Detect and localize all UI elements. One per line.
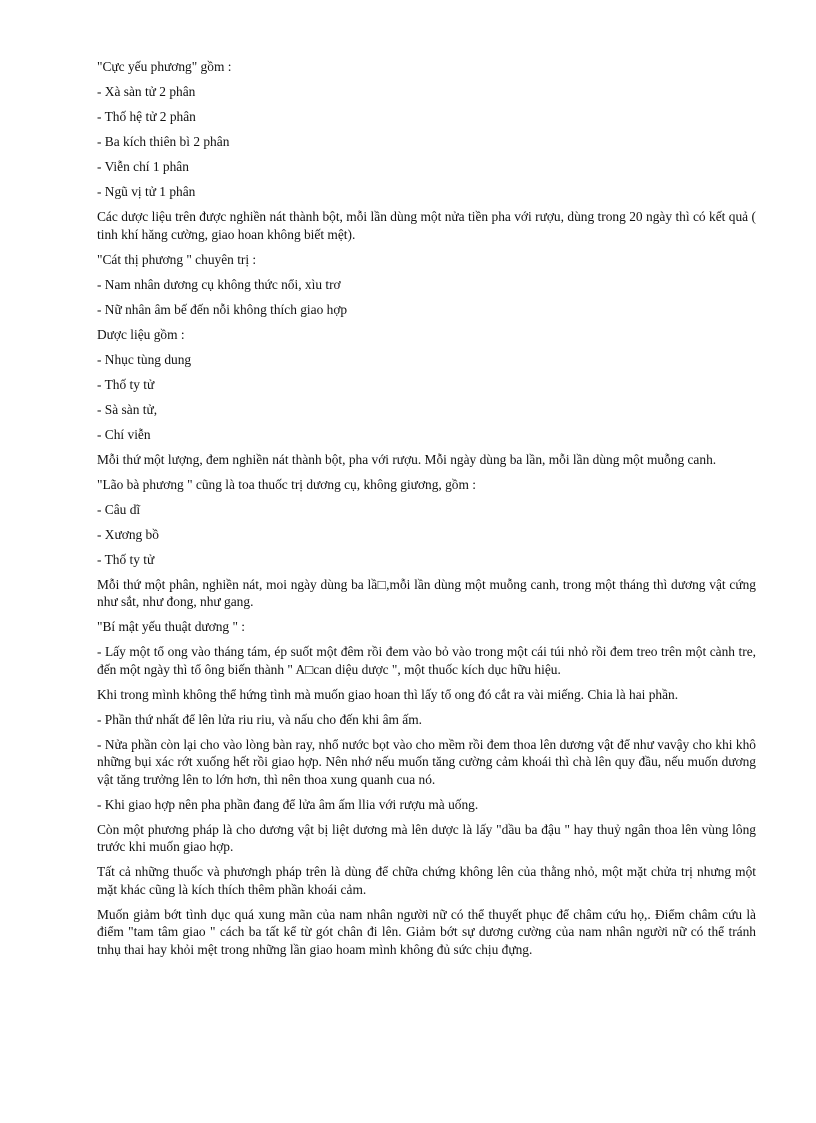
ingredient-line: - Thố hệ tử 2 phân (97, 109, 196, 124)
recipe-title-lao-ba: "Lão bà phương " cũng là toa thuốc trị dương cụ, không giương, gồm : (97, 476, 476, 492)
paragraph: Còn một phương pháp là cho dương vật bị liệt dương mà lên dược là lấy "dầu ba đậu " hay thuỷ ngân thoa lên vùng lông trước khi muốn giao hợp. (97, 821, 756, 854)
paragraph: Các dược liệu trên được nghiền nát thành bột, mỗi lần dùng một nửa tiền pha với rượu, dùng trong 20 ngày thì có kết quả ( tinh khí hăng cường, giao hoan không biết mệt). (97, 209, 756, 242)
ingredients-heading: Dược liệu gồm : (97, 326, 185, 342)
paragraph: - Khi giao hợp nên pha phần đang để lửa âm ấm llia với rượu mà uống. (97, 796, 479, 812)
ingredient-line: - Xương bồ (97, 526, 159, 542)
indication-line: - Nam nhân dương cụ không thức nổi, xìu trơ (97, 276, 341, 292)
ingredient-line: - Thố ty tử (97, 551, 155, 567)
paragraph: - Lấy một tổ ong vào tháng tám, ép suốt một đêm rồi đem vào bỏ vào trong một cái túi nhỏ rồi đem treo trên một cành tre, đến một ngày thì tổ ông biến thành " A□can diệu dược ", một thuốc kích dục hữu hiệu. (97, 644, 756, 677)
ingredient-line: - Sà sàn tử, (97, 401, 158, 417)
paragraph: Mỗi thứ một phân, nghiền nát, moi ngày dùng ba lầ□,mỗi lần dùng một muỗng canh, trong một tháng thì dương vật cứng như sắt, như đong, như gang. (97, 576, 756, 609)
ingredient-line: - Ngũ vị tử 1 phân (97, 184, 196, 199)
paragraph: Khi trong mình không thể hứng tình mà muốn giao hoan thì lấy tổ ong đó cắt ra vài miếng. Chia là hai phần. (97, 686, 679, 702)
paragraph: - Phần thứ nhất để lên lửa riu riu, và nấu cho đến khi âm ấm. (97, 711, 423, 727)
ingredient-line: - Nhục tùng dung (97, 351, 192, 367)
paragraph: Tất cả những thuốc và phươngh pháp trên là dùng để chữa chứng không lên của thằng nhỏ, một mặt chửa trị nhưng một mặt khác cũng là kích thích thêm phần khoái cảm. (97, 864, 756, 897)
ingredient-line: - Viễn chí 1 phân (97, 159, 189, 174)
recipe-title-bi-mat: "Bí mật yếu thuật dương " : (97, 619, 246, 634)
ingredient-line: - Chí viễn (97, 426, 151, 442)
ingredient-line: - Câu dĩ (97, 501, 141, 517)
paragraph: - Nửa phần còn lại cho vào lòng bàn ray, nhổ nước bọt vào cho mềm rồi đem thoa lên dương vật để như vavậy cho khi khô những bụi xác rớt xuống hết rồi giao hợp. Nên nhớ nếu muốn tăng cường cảm khoái thì chà lên quy đầu, nếu muốn dương vật tăng trưởng lên to lớn hơn, thì nên thoa xung quanh cua nó. (97, 736, 756, 787)
indication-line: - Nữ nhân âm bế đến nỗi không thích giao hợp (97, 301, 348, 317)
ingredient-line: - Ba kích thiên bì 2 phân (97, 134, 230, 149)
paragraph: Mỗi thứ một lượng, đem nghiền nát thành bột, pha với rượu. Mỗi ngày dùng ba lần, mỗi lần dùng một muỗng canh. (97, 451, 717, 467)
paragraph: Muốn giảm bớt tình dục quá xung mãn của nam nhân người nữ có thể thuyết phục để châm cứu họ,. Điểm châm cứu là điểm "tam tâm giao " cách ba tất kể từ gót chân đi lên. Giảm bớt sự dương cường của nam nhân người nữ có thể tránh tnhụ thai hay khỏi mệt trong những lần giao hoam mình không đủ sức chịu đựng. (97, 906, 756, 957)
ingredient-line: - Xà sàn tử 2 phân (97, 84, 196, 99)
ingredient-line: - Thố ty tử (97, 376, 155, 392)
recipe-title-cuc-yeu: "Cực yếu phương" gồm : (97, 59, 232, 74)
recipe-title-cat-thi: "Cát thị phương " chuyên trị : (97, 251, 257, 267)
